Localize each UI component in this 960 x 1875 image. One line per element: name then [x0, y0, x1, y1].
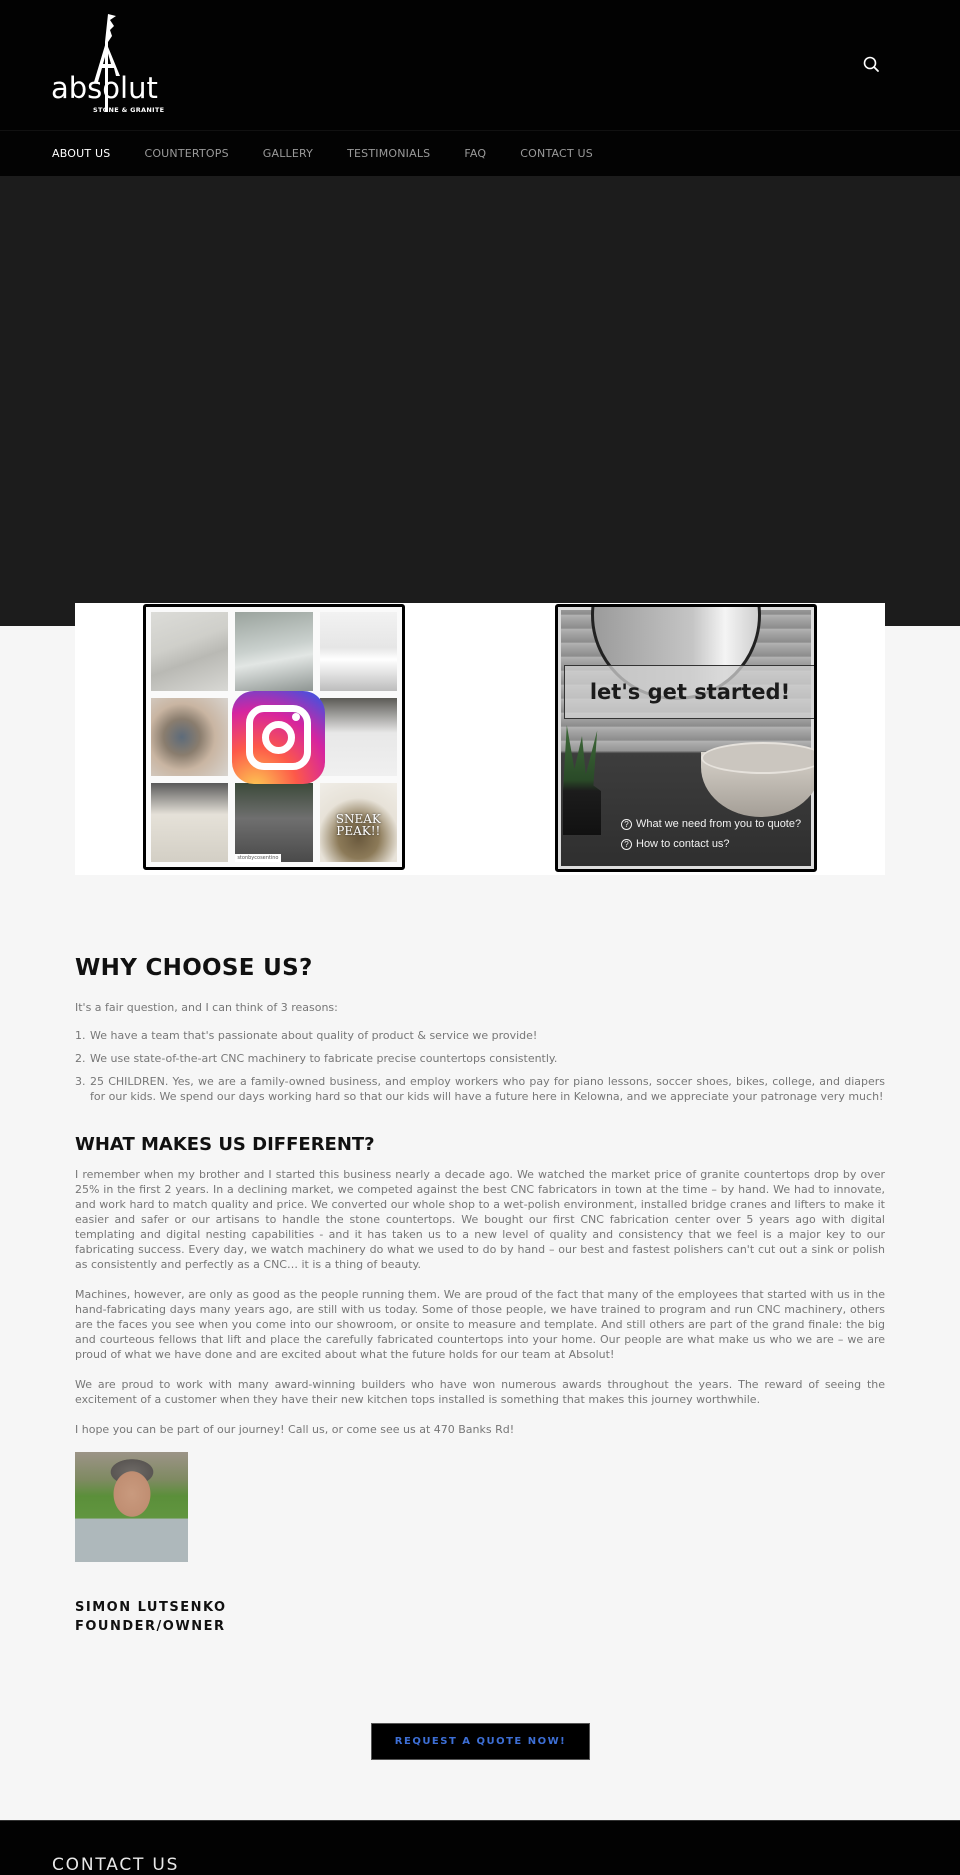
sneak-peak-text: SNEAK PEAK!!	[335, 812, 381, 839]
instagram-photo	[320, 783, 397, 862]
instagram-photo	[320, 698, 397, 777]
quote-question-text: What we need from you to quote?	[636, 818, 802, 830]
why-choose-heading: WHY CHOOSE US?	[75, 955, 313, 981]
reason-text: We have a team that's passionate about quality of product & service we provide!	[90, 1029, 538, 1042]
get-started-tile[interactable]	[555, 604, 817, 872]
founder-role: FOUNDER/OWNER	[75, 1619, 226, 1634]
instagram-caption: stonbycosentino	[237, 854, 279, 861]
main-nav	[0, 131, 960, 176]
instagram-photo	[151, 698, 228, 777]
reason-item	[75, 1051, 885, 1066]
request-quote-button[interactable]: REQUEST A QUOTE NOW!	[371, 1723, 590, 1760]
founder-photo	[75, 1452, 188, 1562]
logo-link[interactable]	[50, 12, 170, 118]
sink-bowl-graphic	[701, 752, 817, 817]
different-paragraph: Machines, however, are only as good as the people running them. We are proud of the fact that many of the employees that started with us in the hand-fabricating days many years ago, are still with us today. Some of those people, we have trained to program and run CNC machinery, others are the faces you see when you come into our showroom, or onsite to measure and template. And still others are part of the grand finale: the big and courteous fellows that lift and place the carefully fabricated countertops into your home. Our people are what make us who we are – we are proud of what we have done and are excited about what the future holds for our team at Absolut!	[75, 1288, 885, 1361]
instagram-tile[interactable]	[143, 604, 405, 870]
different-paragraph: I remember when my brother and I started this business nearly a decade ago. We watched the market price of granite countertops drop by over 25% in the first 2 years. In a declining market, we competed against the best CNC fabricators in town at the time – by hand. We had to innovate, and work hard to match quality and price. We converted our whole shop to a wet-polish environment, installed bridge cranes and lifters to make it easier and safer or our artisans to handle the stone countertops. We bought our first CNC fabrication center over 5 years ago with digital templating and digital nesting capabilities - and it has taken us to a new level of quality and consistency that we feel is a major key to our fabricating success. Every day, we watch machinery do what we used to do by hand – our best and fastest polishers can't cut out a sink or polish as consistently and perfectly as a CNC… it is a thing of beauty.	[75, 1168, 885, 1271]
nav-item-faq[interactable]: FAQ	[464, 147, 487, 160]
contact-question-link[interactable]	[621, 838, 730, 850]
feature-tiles	[75, 603, 885, 875]
instagram-photo	[235, 612, 312, 691]
different-paragraph: We are proud to work with many award-winning builders who have won numerous awards throughout the years. The reward of seeing the excitement of a customer when they have their new kitchen tops installed is something that makes this journey worthwhile.	[75, 1378, 885, 1406]
nav-item-contact-us[interactable]: CONTACT US	[520, 147, 593, 160]
nav-item-gallery[interactable]: GALLERY	[262, 147, 314, 160]
different-paragraph: I hope you can be part of our journey! Call us, or come see us at 470 Banks Rd!	[75, 1423, 515, 1436]
get-started-banner: let's get started!	[564, 665, 816, 719]
reason-number: 1.	[75, 1029, 86, 1042]
site-footer	[0, 1820, 960, 1875]
founder-name: SIMON LUTSENKO	[75, 1600, 227, 1615]
footer-contact-heading: CONTACT US	[52, 1855, 180, 1875]
reason-number: 2.	[75, 1052, 86, 1065]
reason-item	[75, 1074, 885, 1104]
reason-number: 3.	[75, 1075, 86, 1088]
hero-banner	[0, 176, 960, 626]
search-icon	[862, 55, 882, 75]
site-header	[0, 0, 960, 131]
about-content	[75, 955, 885, 1636]
search-button[interactable]	[862, 55, 882, 75]
reasons-list	[75, 1028, 885, 1104]
instagram-icon	[232, 691, 325, 784]
instagram-photo	[235, 783, 312, 862]
svg-text:absolut: absolut	[51, 71, 158, 105]
nav-item-countertops[interactable]: COUNTERTOPS	[144, 147, 229, 160]
plant-graphic	[563, 725, 601, 835]
founder-caption	[75, 1598, 885, 1636]
why-choose-intro: It's a fair question, and I can think of 3 reasons:	[75, 1001, 338, 1014]
instagram-photo	[151, 783, 228, 862]
instagram-photo	[320, 612, 397, 691]
instagram-photo	[151, 612, 228, 691]
reason-item	[75, 1028, 885, 1043]
nav-item-testimonials[interactable]: TESTIMONIALS	[347, 147, 431, 160]
question-icon: ?	[621, 839, 632, 850]
nav-item-about-us[interactable]: ABOUT US	[52, 147, 111, 160]
quote-question-link[interactable]	[621, 818, 801, 830]
svg-text:STONE & GRANITE: STONE & GRANITE	[93, 106, 165, 114]
question-icon: ?	[621, 819, 632, 830]
reason-text: We use state-of-the-art CNC machinery to fabricate precise countertops consistently.	[90, 1052, 558, 1065]
absolut-logo-icon	[50, 12, 170, 118]
reason-text: 25 CHILDREN. Yes, we are a family-owned business, and employ workers who pay for piano lessons, soccer shoes, bikes, college, and diapers for our kids. We spend our days working hard so that our kids will have a future here in Kelowna, and we appreciate your patronage very much!	[90, 1075, 885, 1103]
bathroom-vanity-photo	[561, 610, 811, 866]
contact-question-text: How to contact us?	[636, 838, 730, 850]
what-makes-us-different-heading: WHAT MAKES US DIFFERENT?	[75, 1134, 375, 1155]
